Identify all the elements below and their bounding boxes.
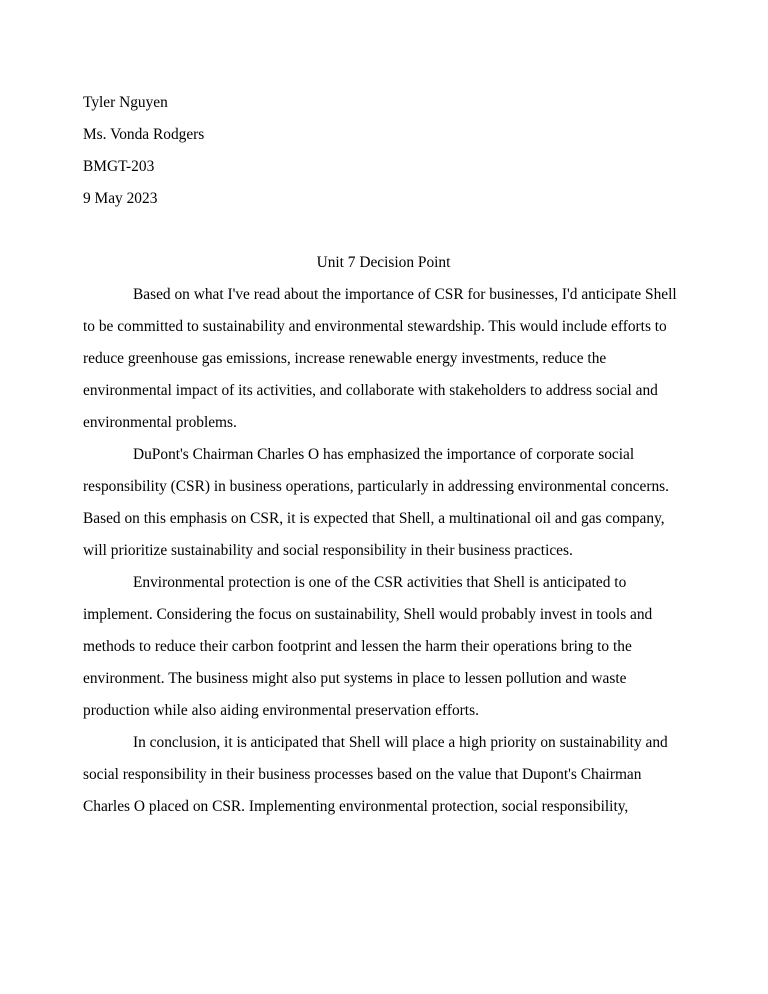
paragraph-4: In conclusion, it is anticipated that Shell will place a high priority on sustainability and social responsibility in their business processes based on the value that Dupont's Chairman Charles O placed on CSR. Implementing environmental protection, social responsibility, bbox=[83, 734, 668, 815]
document-body bbox=[83, 87, 684, 823]
paragraph-3: Environmental protection is one of the CSR activities that Shell is anticipated to implement. Considering the focus on sustainability, Shell would probably invest in tools and methods to reduce their carbon footprint and lessen the harm their operations bring to the environment. The business might also put systems in place to lessen pollution and waste production while also aiding environmental preservation efforts. bbox=[83, 574, 653, 719]
paragraph-1: Based on what I've read about the importance of CSR for businesses, I'd anticipate Shell to be committed to sustainability and environmental stewardship. This would include efforts to reduce greenhouse gas emissions, increase renewable energy investments, reduce the environmental impact of its activities, and collaborate with stakeholders to address social and environmental problems. bbox=[83, 286, 677, 431]
instructor-name: Ms. Vonda Rodgers bbox=[83, 126, 205, 143]
submission-date: 9 May 2023 bbox=[83, 190, 158, 207]
paragraph-2: DuPont's Chairman Charles O has emphasized the importance of corporate social responsibility (CSR) in business operations, particularly in addressing environmental concerns. Based on this emphasis on CSR, it is expected that Shell, a multinational oil and gas company, will prioritize sustainability and social responsibility in their business practices. bbox=[83, 446, 670, 559]
student-name: Tyler Nguyen bbox=[83, 94, 168, 111]
course-code: BMGT-203 bbox=[83, 158, 155, 175]
document-title: Unit 7 Decision Point bbox=[316, 254, 451, 271]
